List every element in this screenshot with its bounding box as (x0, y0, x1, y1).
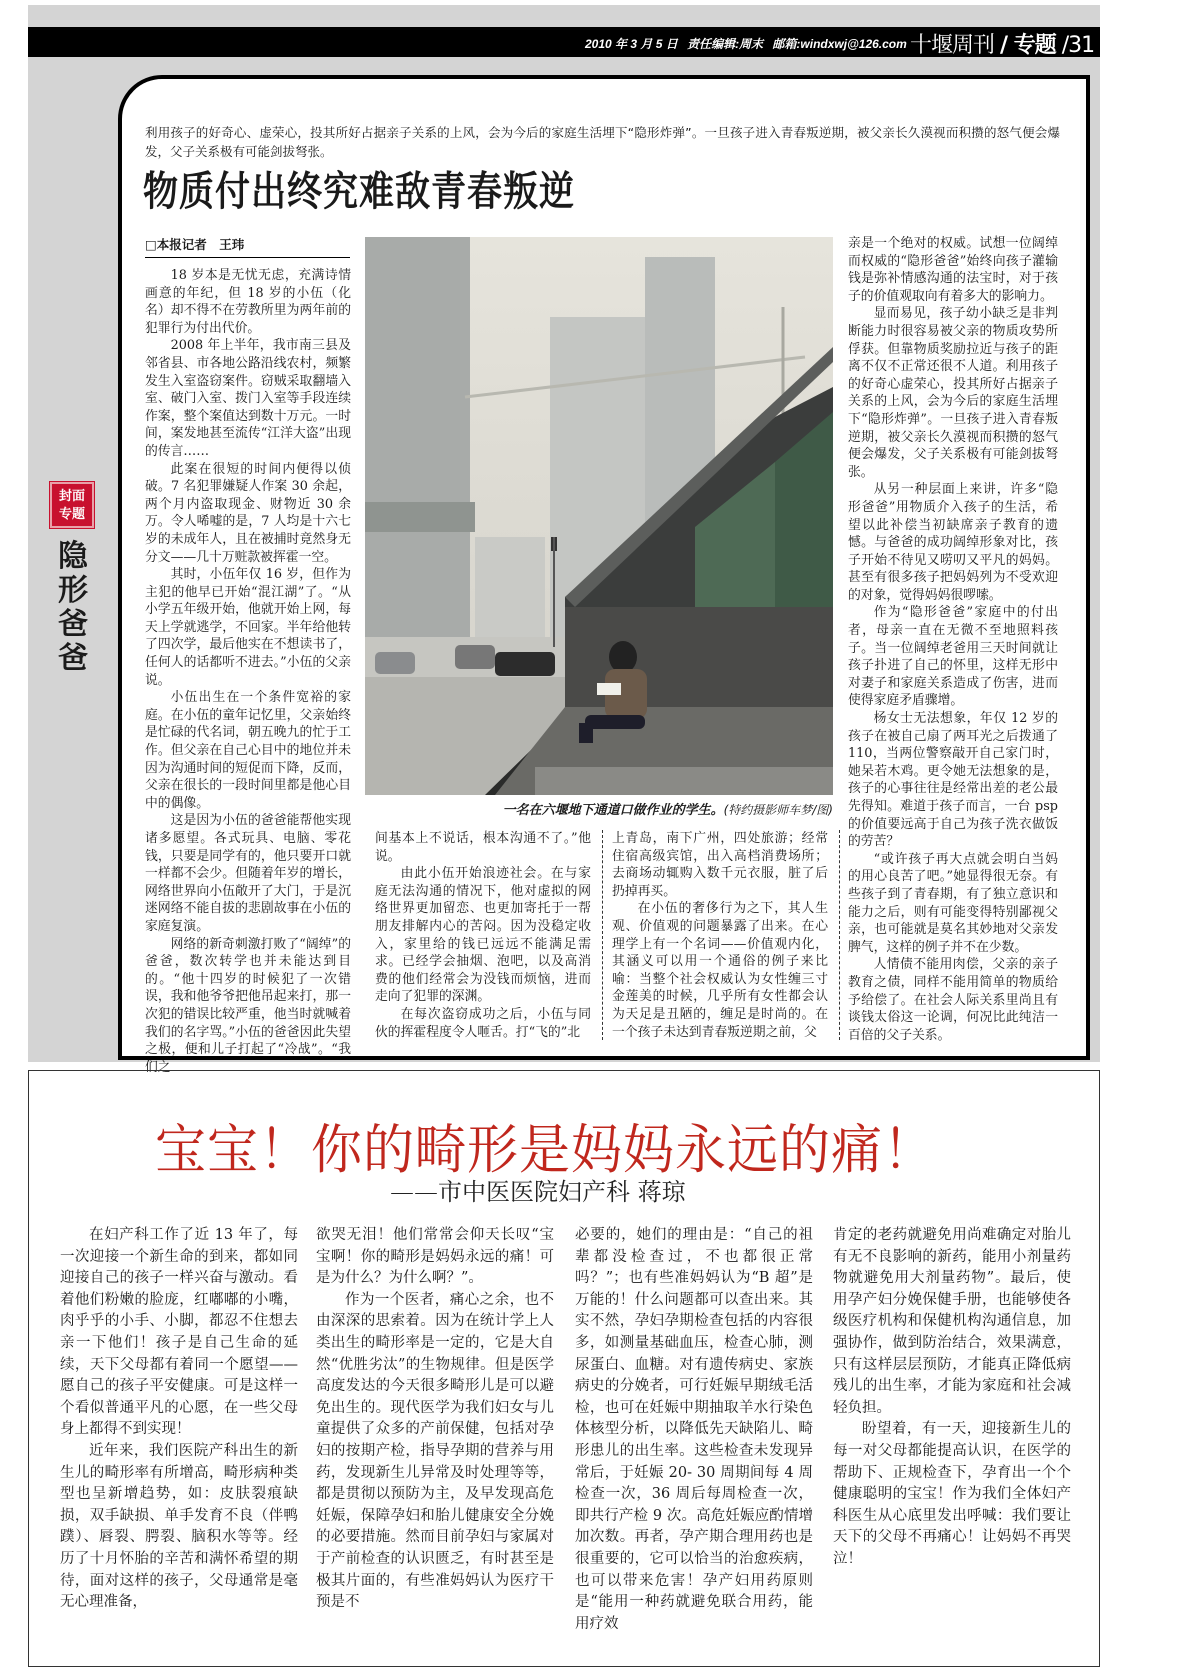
paragraph: 其时，小伍年仅 16 岁，但作为主犯的他早已开始“混江湖”了。“从小学五年级开始，他就开始上网，每天上学就逃学，不回家。半年给他转了四次学，最后他实在不想读书了，任何人的话都听不进去。”小伍的父亲说。 (145, 567, 351, 688)
topic-vertical-title: 隐形爸爸 (58, 539, 88, 676)
column-divider (839, 830, 840, 1040)
article-photo (365, 237, 833, 795)
paragraph: 盼望着，有一天，迎接新生儿的每一对父母都能提高认识，在医学的帮助下、正规检查下，孕育出一个个健康聪明的宝宝！作为我们全体妇产科医生从心底里发出呼喊：我们要让天下的父母不再痛心！让妈妈不再哭泣！ (833, 1421, 1071, 1567)
issue-date: 2010 年 3 月 5 日 (585, 37, 678, 51)
paragraph: 从另一种层面上来讲，许多“隐形爸爸”用物质介入孩子的生活，希望以此补偿当初缺席亲子教育的遗憾。与爸爸的成功阔绰形象对比，孩子开始不待见又唠叨又平凡的妈妈。甚至有很多孩子把妈妈列为不受欢迎的对象，觉得妈妈很啰嗦。 (848, 482, 1058, 603)
photo-caption (365, 799, 833, 818)
page-header-bar (28, 27, 1100, 57)
paragraph: 在小伍的奢侈行为之下，其人生观、价值观的问题暴露了出来。在心理学上有一个名词——价值观内化，其涵义可以用一个通俗的例子来比喻：当整个社会权威认为女性缠三寸金莲美的时候，几乎所有女性都会认为天足是丑陋的，缠足是时尚的。在一个孩子未达到青春叛逆期之前，父 (612, 901, 828, 1040)
paragraph: 上青岛，南下广州，四处旅游；经常住宿高级宾馆，出入高档消费场所；去商场动辄购入数千元衣服，脏了后扔掉再买。 (612, 831, 828, 899)
badge-line-1: 封面 (58, 489, 85, 504)
paragraph: 作为一个医者，痛心之余，也不由深深的思索着。因为在统计学上人类出生的畸形率是一定的，它是大自然“优胜劣汰”的生物规律。但是医学高度发达的今天很多畸形儿是可以避免出生的。现代医学为我们妇女与儿童提供了众多的产前保健，包括对孕妇的按期产检，指导孕期的营养与用药，发现新生儿异常及时处理等等，都是贯彻以预防为主，及早发现高危妊娠，保障孕妇和胎儿健康安全分娩的必要措施。然而目前孕妇与家属对于产前检查的认识匮乏，有时甚至是极其片面的，有些准妈妈认为医疗干预是不 (316, 1291, 554, 1611)
editor-email: 邮箱:windxwj@126.com (772, 37, 907, 51)
paragraph: 欲哭无泪！他们常常会仰天长叹“宝宝啊！你的畸形是妈妈永远的痛！可是为什么？为什么啊？”。 (316, 1227, 554, 1287)
paragraph: 这是因为小伍的爸爸能帮他实现诸多愿望。各式玩具、电脑、零花钱，只要是同学有的，他只要开口就一样都不会少。但随着年岁的增长，网络世界向小伍敞开了大门，于是沉迷网络不能自拔的悲剧故事在小伍的家庭复演。 (145, 813, 351, 934)
paragraph: 人情债不能用肉偿，父亲的亲子教育之债，同样不能用简单的物质给予给偿了。在社会人际关系里尚且有谈钱太俗这一论调，何况比此纯洁一百倍的父子关系。 (848, 957, 1058, 1043)
paragraph: 显而易见，孩子幼小缺乏是非判断能力时很容易被父亲的物质攻势所俘获。但靠物质奖励拉近与孩子的距离不仅不正常还很不人道。利用孩子的好奇心虚荣心，投其所好占据亲子关系的上风，会为今后的家庭生活埋下“隐形炸弹”。一旦孩子进入青春叛逆期，被父亲长久漠视而积攒的怒气便会爆发，父子关系极有可能剑拔弩张。 (848, 306, 1058, 480)
article-lede: 利用孩子的好奇心、虚荣心，投其所好占据亲子关系的上风，会为今后的家庭生活埋下“隐形炸弹”。一旦孩子进入青春叛逆期，被父亲长久漠视而积攒的怒气便会爆发，父子关系极有可能剑拔弩张。 (145, 125, 1060, 159)
photo-credit: (特约摄影师车梦/图) (723, 803, 833, 817)
cover-topic-badge (50, 482, 94, 528)
editor-credit: 责任编辑:周末 (687, 37, 764, 51)
article-column (833, 1225, 1071, 1571)
caption-text: 一名在六堰地下通道口做作业的学生。 (502, 803, 724, 818)
article-column (575, 1225, 813, 1635)
section-name: 专题 (1013, 33, 1056, 58)
paragraph: 间基本上不说话，根本沟通不了。”他说。 (375, 831, 591, 864)
article-column (612, 830, 828, 1041)
article-column (375, 830, 591, 1041)
paragraph: 2008 年上半年，我市南三县及邻省县、市各地公路沿线农村，频繁发生入室盗窃案件。窃贼采取翻墙入室、破门入室、拨门入室等手段连续作案，整个案值达到数十万元。一时间，案发地甚至流传“江洋大盗”出现的传言…… (145, 338, 351, 459)
paragraph: 作为“隐形爸爸”家庭中的付出者，母亲一直在无微不至地照料孩子。当一位阔绰老爸用三天时间就让孩子扑进了自己的怀里，这样无形中对妻子和家庭关系造成了伤害，进而使得家庭矛盾骤增。 (848, 605, 1058, 709)
paragraph: 在妇产科工作了近 13 年了，每一次迎接一个新生命的到来，都如同迎接自己的孩子一样兴奋与激动。看着他们粉嫩的脸庞，红嘟嘟的小嘴，肉乎乎的小手、小脚，都忍不住想去亲一下他们！孩子是自己生命的延续，天下父母都有着同一个愿望——愿自己的孩子平安健康。可是这样一个看似普通平凡的心愿，在一些父母身上都得不到实现！ (60, 1227, 298, 1438)
article-column (848, 235, 1058, 1044)
paragraph: 网络的新奇刺激打败了“阔绰”的爸爸，数次转学也并未能达到目的。“他十四岁的时候犯了一次错误，我和他爷爷把他吊起来打，那一次犯的错误比较严重，他当时就喊着我们的名字骂。”小伍的爸爸因此失望之极，便和儿子打起了“冷战”。“我们之 (145, 936, 351, 1075)
masthead: 十堰周刊 / 专题 /31 (910, 33, 1095, 58)
article-column (316, 1225, 554, 1614)
article-headline: 物质付出终究难敌青春叛逆 (143, 168, 576, 216)
paragraph: 近年来，我们医院产科出生的新生儿的畸形率有所增高，畸形病种类型也呈新增趋势，如：皮肤裂痕缺损，双手缺损、单手发育不良（伴鸭蹼）、唇裂、腭裂、脑积水等等。经历了十月怀胎的辛苦和满怀希望的期待，面对这样的孩子，父母通常是毫无心理准备， (60, 1442, 298, 1611)
second-article-author: ——市中医医院妇产科 蒋琼 (390, 1178, 686, 1206)
article-byline: □本报记者 王玮 (145, 235, 350, 258)
paragraph: 此案在很短的时间内便得以侦破。7 名犯罪嫌疑人作案 30 余起，两个月内盗取现金、财物近 30 余万。令人唏嘘的是，7 人均是十六七岁的未成年人，且在被捕时竟然身无分文——几十万赃款被挥霍一空。 (145, 461, 351, 565)
article-column (60, 1225, 298, 1614)
column-divider (602, 830, 603, 1040)
publication-name: 十堰周刊 (910, 33, 995, 58)
paragraph: 亲是一个绝对的权威。试想一位阔绰而权威的“隐形爸爸”始终向孩子灌输钱是弥补情感沟通的法宝时，对于孩子的价值观取向有着多大的影响力。 (848, 236, 1058, 304)
paragraph: 必要的，她们的理由是：“自己的祖辈都没检查过，不也都很正常吗？”；也有些准妈妈认为“B 超”是万能的！什么问题都可以查出来。其实不然，孕妇孕期检查包括的内容很多，如测量基础血压，检查心肺，测尿蛋白、血糖。对有遗传病史、家族病史的分娩者，可行妊娠早期绒毛活检，也可在妊娠中期抽取羊水行染色体核型分析，以降低先天缺陷儿、畸形患儿的出生率。这些检查未发现异常后，于妊娠 20- 30 周期间每 4 周检查一次，36 周后每周检查一次，即共行产检 9 次。高危妊娠应酌情增加次数。再者，孕产期合理用药也是很重要的，它可以恰当的治愈疾病，也可以带来危害！孕产妇用药原则是“能用一种药就避免联合用药，能用疗效 (575, 1227, 813, 1632)
badge-line-2: 专题 (58, 507, 85, 522)
paragraph: “或许孩子再大点就会明白当妈的用心良苦了吧。”她显得很无奈。有些孩子到了青春期，有了独立意识和能力之后，则有可能变得特别鄙视父亲，也可能就是莫名其妙地对父亲发脾气，这样的例子并不在少数。 (848, 851, 1058, 955)
header-meta (585, 35, 913, 52)
page-number: 31 (1068, 33, 1095, 58)
second-article-headline: 宝宝！你的畸形是妈妈永远的痛！ (155, 1119, 936, 1182)
paragraph: 小伍出生在一个条件宽裕的家庭。在小伍的童年记忆里，父亲始终是忙碌的代名词，朝五晚九的忙于工作。但父亲在自己心目中的地位并未因为沟通时间的短促而下降，反而，父亲在很长的一段时间里都是他心目中的偶像。 (145, 690, 351, 811)
paragraph: 在每次盗窃成功之后，小伍与同伙的挥霍程度令人咂舌。打“飞的”北 (375, 1006, 591, 1040)
paragraph: 18 岁本是无忧无虑，充满诗情画意的年纪，但 18 岁的小伍（化名）却不得不在劳教所里为两年前的犯罪行为付出代价。 (145, 268, 351, 336)
student-doing-homework-photo (365, 237, 833, 795)
paragraph: 由此小伍开始浪迹社会。在与家庭无法沟通的情况下，他对虚拟的网络世界更加留恋、也更加寄托于一帮朋友排解内心的苦闷。因为没稳定收入，家里给的钱已远远不能满足需求。已经学会抽烟、泡吧，以及高消费的他们经常会为没钱而烦恼，进而走向了犯罪的深渊。 (375, 866, 591, 1005)
paragraph: 杨女士无法想象，年仅 12 岁的孩子在被自己扇了两耳光之后拨通了 110，当两位警察敲开自己家门时，她呆若木鸡。更令她无法想象的是，孩子的心事往往是经常出差的老公最先得知。难道于孩子而言，一台 psp 的价值要远高于自己为孩子洗衣做饭的劳苦？ (848, 711, 1058, 850)
paragraph: 肯定的老药就避免用尚难确定对胎儿有无不良影响的新药，能用小剂量药物就避免用大剂量药物”。最后，使用孕产妇分娩保健手册，也能够使各级医疗机构和保健机构沟通信息，加强协作，做到防治结合，效果满意，只有这样层层预防，才能真正降低病残儿的出生率，才能为家庭和社会减轻负担。 (833, 1227, 1071, 1416)
article-column (145, 267, 351, 1076)
